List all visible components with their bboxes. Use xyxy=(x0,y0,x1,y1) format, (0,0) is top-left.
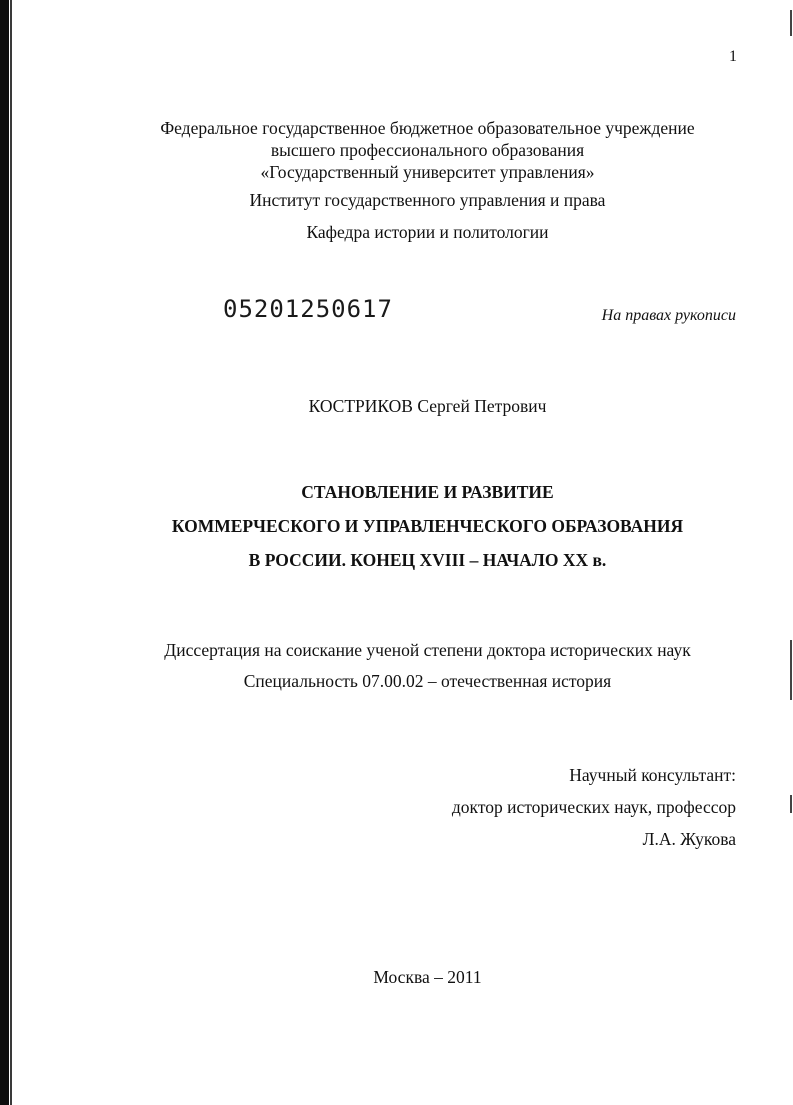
dissertation-specialty: Специальность 07.00.02 – отечественная история xyxy=(243,671,612,691)
scan-mark-right xyxy=(790,795,792,813)
institution-line-3: «Государственный университет управления» xyxy=(260,162,595,182)
consultant-name: Л.А. Жукова xyxy=(642,829,736,849)
scan-mark-right xyxy=(790,10,792,36)
consultant-title: доктор исторических наук, профессор xyxy=(451,797,736,817)
title-line-3: В РОССИИ. КОНЕЦ XVIII – НАЧАЛО XX в. xyxy=(248,550,607,570)
institute-name: Институт государственного управления и права xyxy=(249,190,606,210)
author-name: КОСТРИКОВ Сергей Петрович xyxy=(308,396,547,416)
scan-border-left xyxy=(0,0,9,1105)
title-line-2: КОММЕРЧЕСКОГО И УПРАВЛЕНЧЕСКОГО ОБРАЗОВАНИЯ xyxy=(171,516,684,536)
manuscript-rights: На правах рукописи xyxy=(601,307,736,324)
dissertation-degree: Диссертация на соискание ученой степени доктора исторических наук xyxy=(164,640,691,660)
title-line-1: СТАНОВЛЕНИЕ И РАЗВИТИЕ xyxy=(301,482,554,502)
scan-border-left-inner xyxy=(10,0,12,1105)
institution-line-2: высшего профессионального образования xyxy=(270,140,585,160)
page-number: 1 xyxy=(729,48,737,65)
consultant-label: Научный консультант: xyxy=(569,765,736,785)
registration-number: 05201250617 xyxy=(223,295,393,323)
department-name: Кафедра истории и политологии xyxy=(306,222,549,242)
institution-line-1: Федеральное государственное бюджетное образовательное учреждение xyxy=(160,118,695,138)
footer-city-year: Москва – 2011 xyxy=(373,967,482,987)
